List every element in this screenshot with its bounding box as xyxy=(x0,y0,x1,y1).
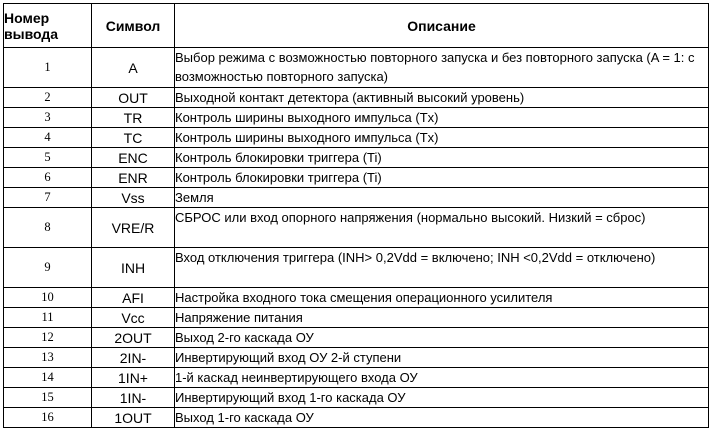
pin-number: 4 xyxy=(4,128,92,148)
pin-number: 12 xyxy=(4,328,92,348)
pin-number: 9 xyxy=(4,248,92,288)
table-row xyxy=(4,288,709,308)
pin-description: Контроль блокировки триггера (Ti) xyxy=(175,148,709,168)
pin-symbol: TC xyxy=(92,128,175,148)
pin-number: 3 xyxy=(4,108,92,128)
pin-description: Инвертирующий вход ОУ 2-й ступени xyxy=(175,348,709,368)
pin-description: Выход 2-го каскада ОУ xyxy=(175,328,709,348)
pin-description: Контроль блокировки триггера (Ti) xyxy=(175,168,709,188)
pin-number: 14 xyxy=(4,368,92,388)
table-row xyxy=(4,388,709,408)
pin-description: Выход 1-го каскада ОУ xyxy=(175,408,709,428)
table-row xyxy=(4,208,709,248)
pin-symbol: 1IN- xyxy=(92,388,175,408)
pin-description: Контроль ширины выходного импульса (Tx) xyxy=(175,128,709,148)
pin-symbol: TR xyxy=(92,108,175,128)
pin-number: 1 xyxy=(4,48,92,88)
pin-symbol: OUT xyxy=(92,88,175,108)
pin-description: Выходной контакт детектора (активный высокий уровень) xyxy=(175,88,709,108)
table-row xyxy=(4,308,709,328)
pin-symbol: 1OUT xyxy=(92,408,175,428)
pin-number: 7 xyxy=(4,188,92,208)
table-header-row xyxy=(4,4,709,48)
table-row xyxy=(4,408,709,428)
pin-number: 5 xyxy=(4,148,92,168)
pin-number: 15 xyxy=(4,388,92,408)
pin-number: 6 xyxy=(4,168,92,188)
table-row xyxy=(4,168,709,188)
table-row xyxy=(4,248,709,288)
table-row xyxy=(4,368,709,388)
pin-symbol: AFI xyxy=(92,288,175,308)
table-row xyxy=(4,328,709,348)
table-row xyxy=(4,148,709,168)
pin-description: Земля xyxy=(175,188,709,208)
pin-description: 1-й каскад неинвертирующего входа ОУ xyxy=(175,368,709,388)
table-row xyxy=(4,108,709,128)
pin-symbol: 2OUT xyxy=(92,328,175,348)
pin-symbol: 1IN+ xyxy=(92,368,175,388)
table-row xyxy=(4,48,709,88)
header-symbol: Символ xyxy=(92,4,175,48)
pin-symbol: Vss xyxy=(92,188,175,208)
pin-description: Напряжение питания xyxy=(175,308,709,328)
pin-symbol: A xyxy=(92,48,175,88)
table-row xyxy=(4,188,709,208)
pin-number: 16 xyxy=(4,408,92,428)
pin-symbol: 2IN- xyxy=(92,348,175,368)
pin-description: СБРОС или вход опорного напряжения (нормально высокий. Низкий = сброс) xyxy=(175,208,709,248)
pin-symbol: Vcc xyxy=(92,308,175,328)
pin-number: 2 xyxy=(4,88,92,108)
pin-symbol: VRE/R xyxy=(92,208,175,248)
pin-number: 13 xyxy=(4,348,92,368)
pin-symbol: ENR xyxy=(92,168,175,188)
pin-number: 8 xyxy=(4,208,92,248)
table-row xyxy=(4,348,709,368)
table-row xyxy=(4,128,709,148)
pin-description-table xyxy=(3,3,709,428)
pin-description: Выбор режима с возможностью повторного запуска и без повторного запуска (A = 1: с возможностью повторного запуска) xyxy=(175,48,709,88)
pin-symbol: ENC xyxy=(92,148,175,168)
table-row xyxy=(4,88,709,108)
header-pin-number: Номер вывода xyxy=(4,4,92,48)
pin-number: 10 xyxy=(4,288,92,308)
pin-description: Настройка входного тока смещения операционного усилителя xyxy=(175,288,709,308)
pin-description: Контроль ширины выходного импульса (Tx) xyxy=(175,108,709,128)
pin-number: 11 xyxy=(4,308,92,328)
pin-description: Вход отключения триггера (INH> 0,2Vdd = включено; INH <0,2Vdd = отключено) xyxy=(175,248,709,288)
header-description: Описание xyxy=(175,4,709,48)
pin-symbol: INH xyxy=(92,248,175,288)
pin-description: Инвертирующий вход 1-го каскада ОУ xyxy=(175,388,709,408)
